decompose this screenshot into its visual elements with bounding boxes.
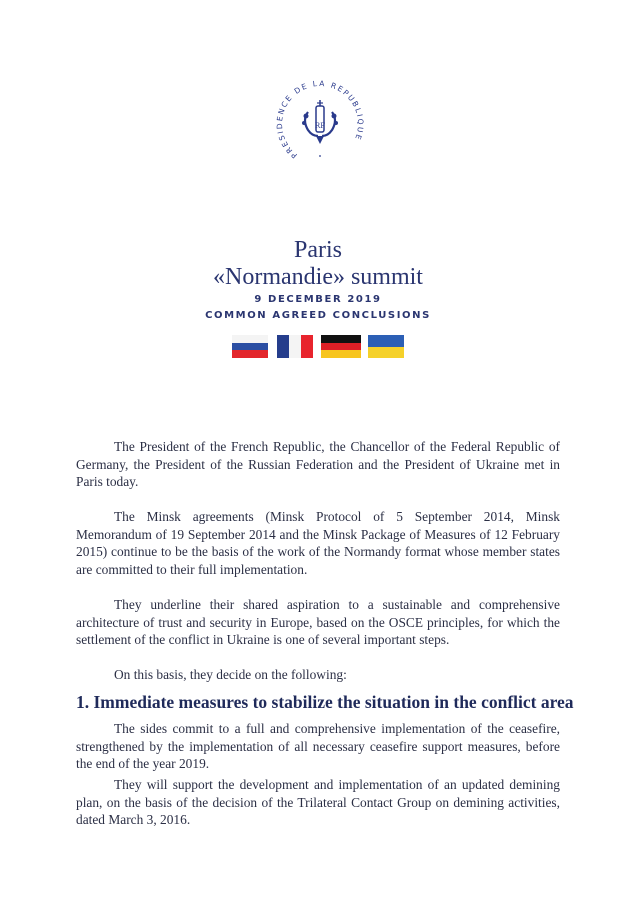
intro-paragraph-2	[76, 508, 560, 578]
svg-text:RF: RF	[314, 122, 326, 130]
seal-text	[275, 79, 365, 160]
paragraph-text: They underline their shared aspiration to a sustainable and comprehensive architecture of trust and security in Europe, based on the OSCE principles, for which the settlement of the conflict in Ukraine is one of several important steps.	[76, 597, 560, 648]
paragraph-text: On this basis, they decide on the following:	[114, 667, 347, 682]
paragraph-text: The Minsk agreements (Minsk Protocol of 5 September 2014, Minsk Memorandum of 19 September 2014 and the Minsk Package of Measures of 12 February 2015) continue to be the basis of the work of the Normandy format whose member states are committed to their full implementation.	[76, 509, 560, 577]
paragraph-text: The President of the French Republic, the Chancellor of the Federal Republic of Germany, the President of the Russian Federation and the President of Ukraine met in Paris today.	[76, 439, 560, 490]
intro-paragraph-1	[76, 438, 560, 491]
section-1-paragraph-1	[76, 720, 560, 773]
flag-germany	[321, 335, 361, 358]
coat-of-arms-icon	[302, 100, 338, 144]
document-subtitle: COMMON AGREED CONCLUSIONS	[205, 310, 431, 321]
paragraph-text: They will support the development and implementation of an updated demining plan, on the basis of the decision of the Trilateral Contact Group on demining activities, dated March 3, 2016.	[76, 777, 560, 828]
flag-russia	[232, 335, 268, 358]
paragraph-text: The sides commit to a full and comprehensive implementation of the ceasefire, strengthened by the implementation of all necessary ceasefire support measures, before the end of the year 2019.	[76, 721, 560, 772]
seal-text-path: PRESIDENCE DE LA REPUBLIQUE	[274, 78, 366, 161]
section-1-heading: 1. Immediate measures to stabilize the situation in the conflict area	[76, 692, 574, 712]
section-1-paragraph-2	[76, 776, 560, 829]
presidency-seal-logo	[272, 76, 368, 172]
title-line-2: «Normandie» summit	[213, 264, 423, 290]
title-line-1: Paris	[294, 237, 342, 263]
intro-paragraph-4	[76, 666, 560, 684]
flag-ukraine	[368, 335, 404, 358]
summit-date: 9 DECEMBER 2019	[254, 294, 382, 305]
flag-france	[277, 335, 313, 358]
intro-paragraph-3	[76, 596, 560, 649]
